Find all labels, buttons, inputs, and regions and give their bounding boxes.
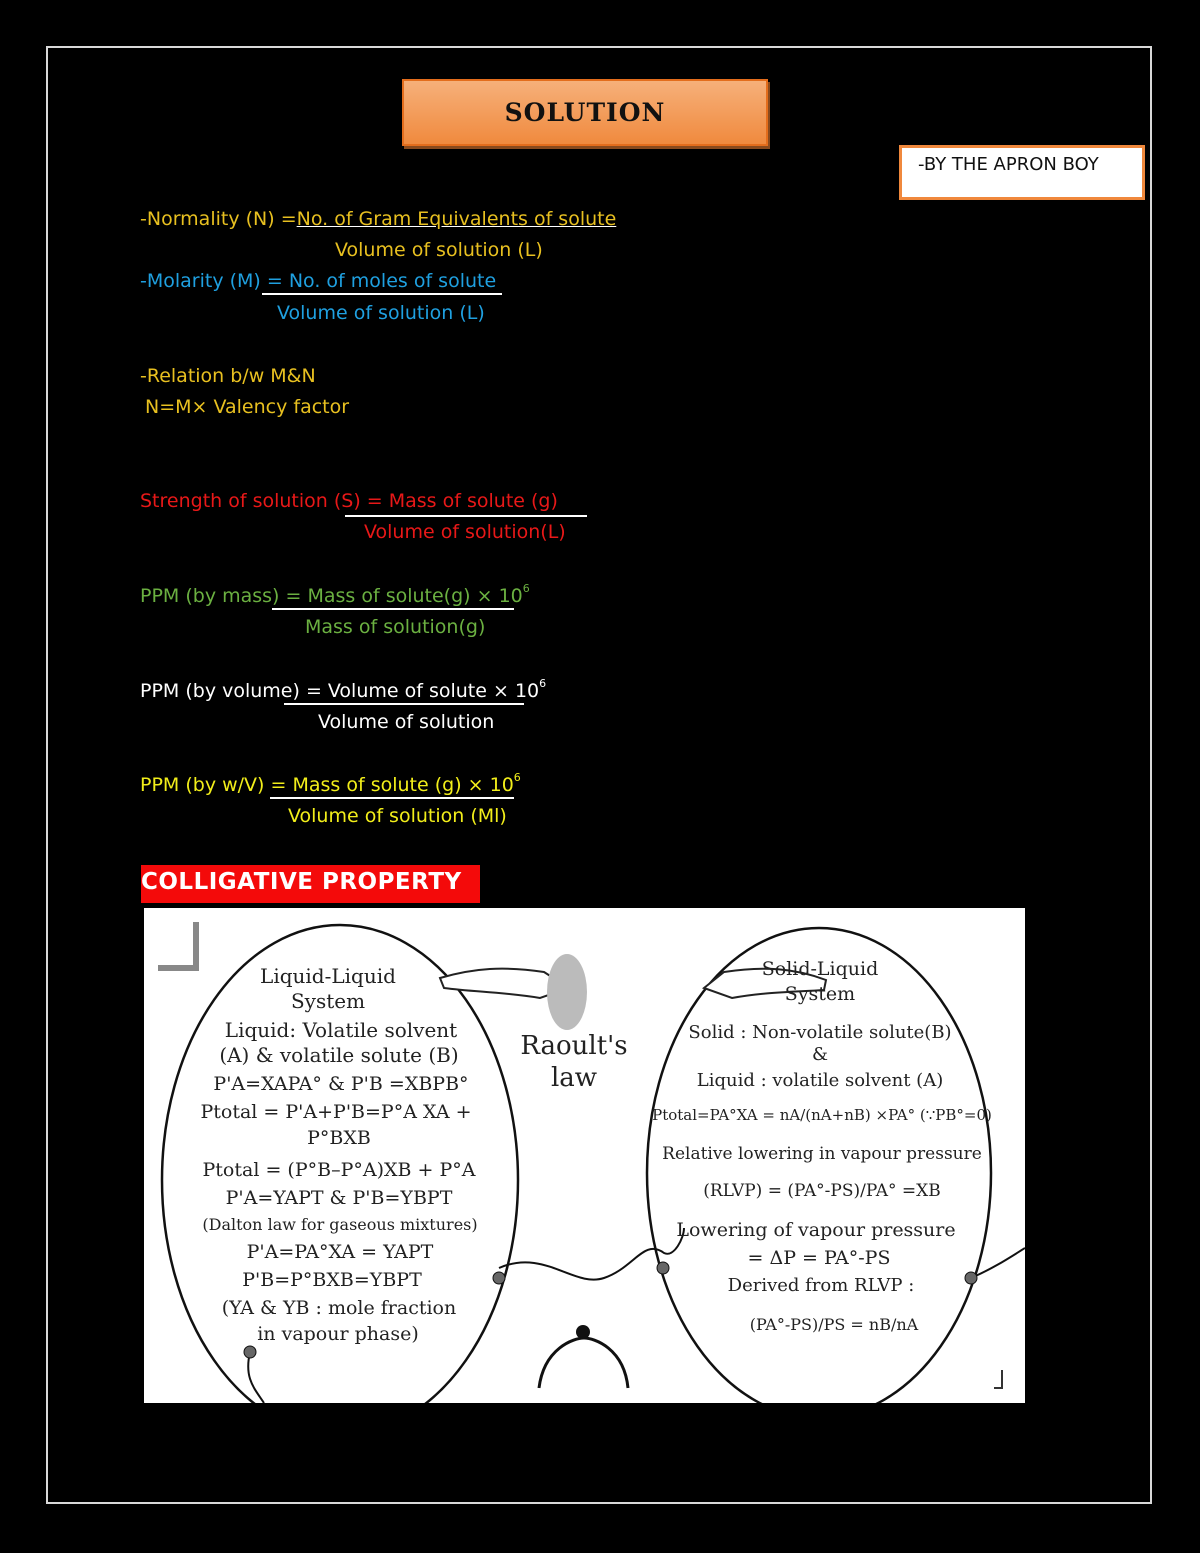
right-line: Liquid : volatile solvent (A) — [696, 1070, 944, 1091]
molarity-fraction-bar — [262, 293, 502, 295]
left-line: Liquid: Volatile solvent — [224, 1018, 458, 1042]
left-line: (A) & volatile solute (B) — [219, 1043, 459, 1067]
relation-formula: N=M× Valency factor — [145, 396, 350, 418]
left-line: Ptotal = (P°B–P°A)XB + P°A — [202, 1159, 476, 1181]
strength-lhs: Strength of solution (S) = — [140, 490, 389, 512]
left-line: P'A=YAPT & P'B=YBPT — [225, 1187, 453, 1209]
molarity-numerator: No. of moles of solute — [288, 270, 497, 292]
section-title-text: COLLIGATIVE PROPERTY — [141, 869, 462, 895]
ppm-mass-numerator: Mass of solute(g) × 10 — [307, 585, 523, 607]
corner-mark-right — [994, 1370, 1002, 1388]
page-title: SOLUTION — [504, 98, 666, 127]
ppm-wv-exponent: 6 — [513, 771, 521, 784]
ppm-wv-fraction-bar — [270, 797, 514, 799]
left-line: (YA & YB : mole fraction — [221, 1297, 457, 1319]
ppm-volume-exponent: 6 — [539, 677, 547, 690]
right-line: Solid : Non-volatile solute(B) — [688, 1022, 952, 1043]
ppm-wv-numerator: Mass of solute (g) × 10 — [292, 774, 514, 796]
normality-lhs: -Normality (N) = — [140, 208, 297, 230]
ppm-volume-denominator: Volume of solution — [318, 711, 495, 733]
left-heading-line2: System — [290, 989, 366, 1013]
ppm-volume-lhs: PPM (by volume) = — [140, 680, 328, 702]
author-label: -BY THE APRON BOY — [918, 154, 1099, 175]
left-line: P'A=PA°XA = YAPT — [246, 1241, 434, 1263]
normality-denominator: Volume of solution (L) — [335, 239, 543, 261]
connector-dot — [657, 1262, 669, 1274]
title-banner — [402, 79, 768, 146]
connector-dot — [244, 1346, 256, 1358]
ppm-mass-fraction-bar — [272, 608, 514, 610]
ppm-mass-lhs: PPM (by mass) = — [140, 585, 308, 607]
right-line: = ΔP = PA°-PS — [747, 1247, 891, 1269]
raoult-diagram — [144, 908, 1025, 1403]
ppm-volume-formula — [140, 677, 547, 702]
strength-denominator: Volume of solution(L) — [364, 521, 566, 543]
molarity-formula — [140, 270, 496, 292]
left-heading-line1: Liquid-Liquid — [260, 964, 396, 988]
right-line: Relative lowering in vapour pressure — [662, 1144, 982, 1164]
center-label-line1: Raoult's — [520, 1031, 628, 1061]
clip-dot — [576, 1325, 590, 1339]
left-line: P'B=P°BXB=YBPT — [242, 1269, 422, 1291]
right-line: & — [811, 1044, 829, 1065]
author-box — [899, 145, 1145, 200]
section-title — [141, 865, 480, 903]
left-line: (Dalton law for gaseous mixtures) — [202, 1215, 478, 1234]
right-line: Lowering of vapour pressure — [676, 1219, 956, 1241]
ppm-volume-fraction-bar — [284, 703, 524, 705]
left-line: in vapour phase) — [257, 1323, 419, 1345]
corner-mark — [158, 922, 196, 968]
normality-numerator: No. of Gram Equivalents of solute — [296, 208, 617, 230]
left-line: P'A=XAPA° & P'B =XBPB° — [213, 1073, 469, 1095]
ppm-volume-numerator: Volume of solute × 10 — [327, 680, 540, 702]
right-line: (PA°-PS)/PS = nB/nA — [749, 1315, 919, 1334]
molarity-denominator: Volume of solution (L) — [277, 302, 485, 324]
right-line: Ptotal=PA°XA = nA/(nA+nB) ×PA° (∵PB°=0) — [652, 1106, 992, 1124]
right-heading-line2: System — [784, 983, 856, 1005]
ppm-wv-denominator: Volume of solution (Ml) — [288, 805, 507, 827]
head-shape — [547, 954, 587, 1030]
connector-dot — [965, 1272, 977, 1284]
connector-dot — [493, 1272, 505, 1284]
right-line: (RLVP) = (PA°-PS)/PA° =XB — [703, 1181, 941, 1201]
ppm-mass-exponent: 6 — [522, 582, 530, 595]
strength-formula — [140, 490, 558, 512]
ppm-wv-formula — [140, 771, 521, 796]
normality-formula — [140, 208, 616, 230]
right-heading-line1: Solid-Liquid — [761, 958, 879, 980]
raoult-diagram-svg — [144, 908, 1025, 1403]
left-line: Ptotal = P'A+P'B=P°A XA + — [200, 1101, 472, 1123]
clip-shape — [539, 1338, 628, 1388]
ppm-mass-formula — [140, 582, 530, 607]
left-line: P°BXB — [307, 1127, 371, 1149]
center-label-line2: law — [550, 1063, 598, 1093]
right-line: Derived from RLVP : — [727, 1275, 915, 1296]
relation-heading: -Relation b/w M&N — [140, 365, 316, 387]
wire-left — [248, 1352, 264, 1403]
strength-numerator: Mass of solute (g) — [388, 490, 558, 512]
ppm-mass-denominator: Mass of solution(g) — [305, 616, 486, 638]
strength-fraction-bar — [345, 515, 587, 517]
molarity-lhs: -Molarity (M) = — [140, 270, 289, 292]
ppm-wv-lhs: PPM (by w/V) = — [140, 774, 293, 796]
